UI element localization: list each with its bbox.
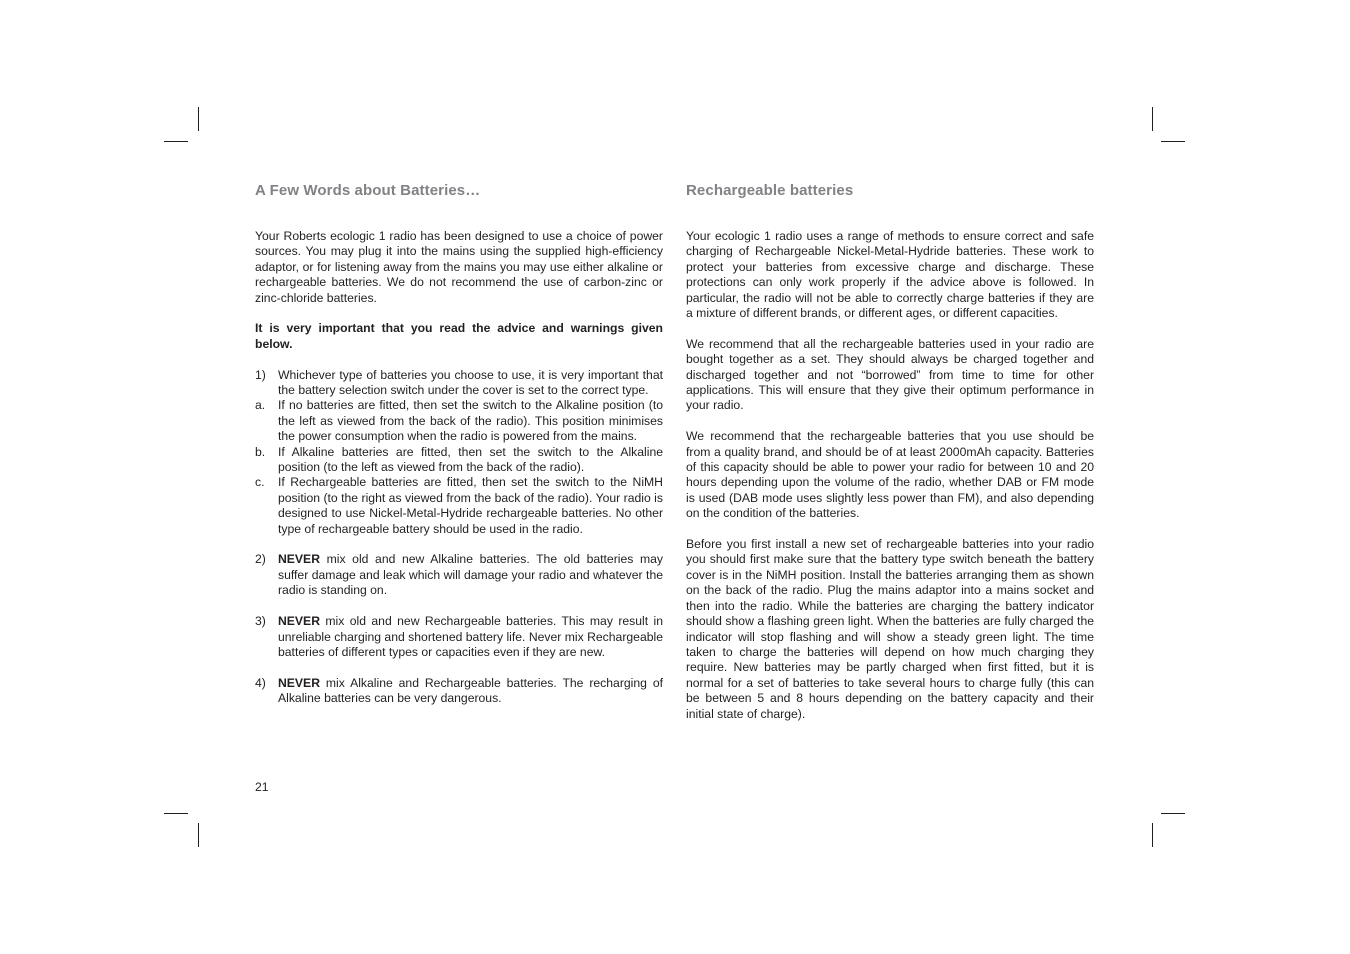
- list-item-text: mix old and new Alkaline batteries. The old batteries may suffer damage and leak which will damage your radio and whatever the radio is standing on.: [278, 552, 663, 598]
- never-emphasis: NEVER: [278, 675, 320, 690]
- list-item-body: [278, 614, 663, 660]
- list-marker: 1): [255, 367, 266, 382]
- never-emphasis: NEVER: [278, 614, 320, 629]
- rechargeable-paragraph: We recommend that all the rechargeable batteries used in your radio are bought together as a set. They should always be charged together and discharged together and not “borrowed” from time to time for other applications. This will ensure that they give their optimum performance in your radio.: [686, 336, 1094, 413]
- rechargeable-paragraph: Your ecologic 1 radio uses a range of methods to ensure correct and safe charging of Rechargeable Nickel-Metal-Hydride batteries. These work to protect your batteries from excessive charge and discharge. These protections can only work properly if the advice above is followed. In particular, the radio will not be able to correctly charge batteries if they are a mixture of different brands, or different ages, or different capacities.: [686, 229, 1094, 321]
- list-item: [255, 676, 663, 707]
- page-number: 21: [255, 780, 269, 794]
- list-item-text: Whichever type of batteries you choose to use, it is very important that the battery selection switch under the cover is set to the correct type.: [278, 367, 663, 398]
- list-item: [255, 475, 663, 537]
- list-item-text: If Rechargeable batteries are fitted, then set the switch to the NiMH position (to the right as viewed from the back of the radio). Your radio is designed to use Nickel-Metal-Hydride rechargeable batteries. No other type of rechargeable battery should be used in the radio.: [278, 475, 663, 536]
- list-item: [255, 398, 663, 444]
- list-item-text: mix old and new Rechargeable batteries. This may result in unreliable charging and shortened battery life. Never mix Rechargeable batteries of different types or capacities even if they are new.: [278, 614, 663, 659]
- never-emphasis: NEVER: [278, 552, 320, 567]
- list-item: [255, 614, 663, 660]
- crop-mark-bottom-left-vertical: [198, 823, 199, 847]
- list-marker: b.: [255, 444, 266, 459]
- list-marker: 3): [255, 614, 266, 629]
- crop-mark-bottom-right-vertical: [1152, 823, 1153, 847]
- list-marker: a.: [255, 398, 266, 413]
- list-item-text: If Alkaline batteries are fitted, then set the switch to the Alkaline position (to the left as viewed from the back of the radio).: [278, 444, 663, 475]
- warning-paragraph: It is very important that you read the advice and warnings given below.: [255, 321, 663, 351]
- list-item-body: [278, 676, 663, 707]
- list-item-body: [278, 552, 663, 598]
- list-item: [255, 368, 663, 399]
- batteries-heading: A Few Words about Batteries…: [255, 182, 481, 199]
- rechargeable-paragraph: We recommend that the rechargeable batteries that you use should be from a quality brand, and should be of at least 2000mAh capacity. Batteries of this capacity should be able to power your radio for between 10 and 20 hours depending upon the volume of the radio, whether DAB or FM mode is used (DAB mode uses slightly less power than FM), and also depending on the condition of the batteries.: [686, 429, 1094, 521]
- crop-mark-bottom-left-horizontal: [164, 813, 188, 814]
- list-item: [255, 552, 663, 598]
- left-column: [255, 181, 663, 707]
- crop-mark-top-left-vertical: [198, 107, 199, 131]
- crop-mark-top-right-vertical: [1152, 107, 1153, 131]
- list-marker: 2): [255, 552, 266, 567]
- right-column: [686, 181, 1094, 722]
- list-item-text: If no batteries are fitted, then set the switch to the Alkaline position (to the left as viewed from the back of the radio). This position minimises the power consumption when the radio is powered from the mains.: [278, 398, 663, 444]
- rechargeable-heading: Rechargeable batteries: [686, 182, 854, 199]
- rechargeable-paragraph: Before you first install a new set of rechargeable batteries into your radio you should first make sure that the battery type switch beneath the battery cover is in the NiMH position. Install the batteries arranging them as shown on the back of the radio. Plug the mains adaptor into a mains socket and then into the radio. While the batteries are charging the battery indicator should show a flashing green light. When the batteries are fully charged the indicator will stop flashing and will show a steady green light. The time taken to charge the batteries will depend on how much charging they require. New batteries may be partly charged when first fitted, but it is normal for a set of batteries to take several hours to charge fully (this can be between 5 and 8 hours depending on the battery capacity and their initial state of charge).: [686, 537, 1094, 721]
- list-item: [255, 445, 663, 476]
- crop-mark-top-left-horizontal: [164, 141, 188, 142]
- intro-paragraph: Your Roberts ecologic 1 radio has been designed to use a choice of power sources. You may plug it into the mains using the supplied high-efficiency adaptor, or for listening away from the mains you may use either alkaline or rechargeable batteries. We do not recommend the use of carbon-zinc or zinc-chloride batteries.: [255, 229, 663, 305]
- list-marker: 4): [255, 675, 266, 690]
- list-item-text: mix Alkaline and Rechargeable batteries. The recharging of Alkaline batteries can be very dangerous.: [278, 675, 663, 706]
- list-marker: c.: [255, 475, 265, 490]
- crop-mark-top-right-horizontal: [1161, 141, 1185, 142]
- crop-mark-bottom-right-horizontal: [1161, 813, 1185, 814]
